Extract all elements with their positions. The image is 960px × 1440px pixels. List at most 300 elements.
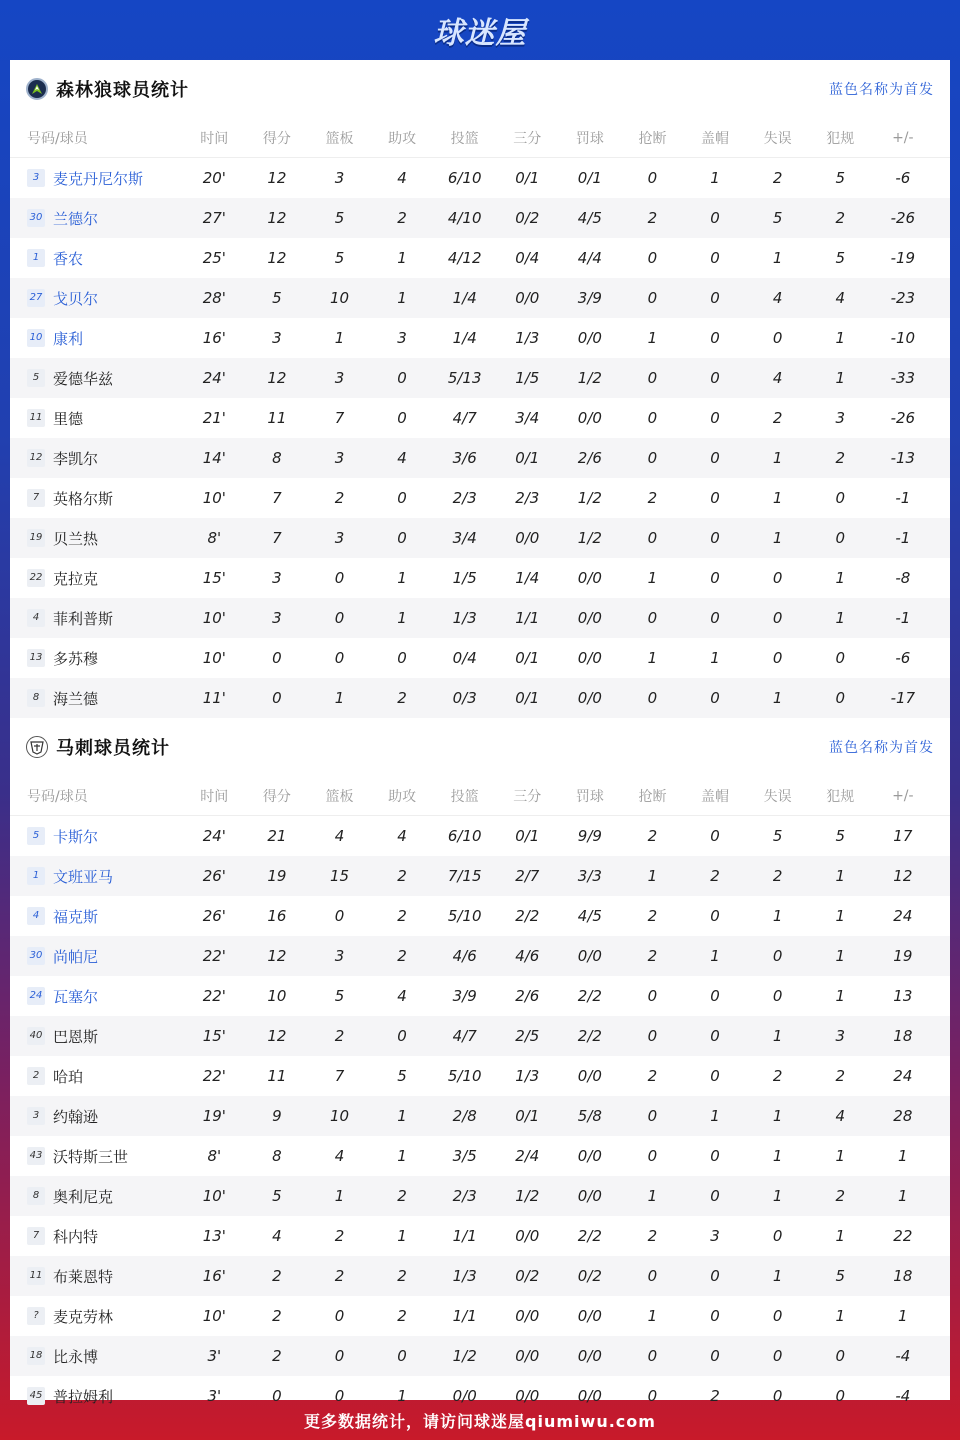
stat-cell: 7 [334,409,345,427]
stat-cell: 2/8 [452,1107,477,1125]
player-cell[interactable] [10,688,180,709]
stat-cell: 0 [710,449,720,467]
stat-cell: 0/2 [515,1267,540,1285]
stat-cell: 0 [647,169,658,187]
stat-cell: 1 [334,1187,345,1205]
player-row[interactable] [10,478,950,518]
stat-cell: 24' [202,827,226,845]
stat-cell: 1/3 [515,1067,540,1085]
player-row[interactable] [10,358,950,398]
stat-cell: 2 [397,689,407,707]
player-cell[interactable] [10,368,180,389]
stat-cell: -23 [890,289,916,307]
stat-cell: 0 [272,649,282,667]
stat-cell: 0 [710,1187,720,1205]
stat-cell: 2/6 [515,987,540,1005]
player-row[interactable] [10,816,950,856]
stat-cell: 1/3 [515,329,540,347]
jersey-number-badge: 18 [27,1347,45,1365]
player-cell[interactable] [10,528,180,549]
player-cell[interactable] [10,248,180,269]
stat-cell: 6/10 [447,169,482,187]
player-name-link[interactable]: 尚帕尼 [53,947,99,966]
stat-cell: 1 [772,907,783,925]
stat-cell: 1/2 [515,1187,540,1205]
column-header: +/- [892,787,914,804]
player-row[interactable] [10,1096,950,1136]
stat-cell: 13 [893,987,913,1005]
column-header: 篮板 [325,130,354,147]
stat-cell: 12 [267,947,287,965]
player-cell[interactable] [10,448,180,469]
stat-cell: 0/4 [515,249,540,267]
column-header-group [183,786,934,806]
player-cell[interactable] [10,1146,180,1167]
player-row[interactable] [10,1296,950,1336]
player-name-link[interactable]: 哈珀 [53,1067,84,1086]
player-name-link[interactable]: 麦克丹尼尔斯 [53,169,144,188]
player-cell[interactable] [10,866,180,887]
player-cell[interactable] [10,568,180,589]
footer-banner[interactable]: 更多数据统计，请访问球迷屋qiumiwu.com [304,1411,656,1431]
stat-cell: 0 [710,609,720,627]
stat-cell: -33 [890,369,916,387]
player-name-link[interactable]: 文班亚马 [53,867,114,886]
player-name-link[interactable]: 普拉姆利 [53,1387,114,1406]
stat-cell: 1/1 [452,1307,477,1325]
player-name-link[interactable]: 瓦塞尔 [53,987,99,1006]
jersey-number-badge: ? [27,1307,45,1325]
stat-cell: 3 [334,449,345,467]
stat-cell: 11 [267,409,287,427]
player-name-link[interactable]: 克拉克 [53,569,99,588]
stat-cell: 0/0 [515,529,540,547]
column-header-group [183,128,934,148]
player-cell[interactable] [10,208,180,229]
player-cell[interactable] [10,1186,180,1207]
stat-cell: 10' [202,489,226,507]
stat-cell: 4/6 [452,947,477,965]
stat-cell: 0 [710,1267,720,1285]
stat-cells [183,1027,934,1045]
player-row[interactable] [10,438,950,478]
stat-cell: 1 [772,529,783,547]
jersey-number-badge: 40 [27,1027,45,1045]
player-name-link[interactable]: 卡斯尔 [53,827,99,846]
stat-cell: 13' [202,1227,226,1245]
stat-cell: 4 [397,449,407,467]
player-cell[interactable] [10,1226,180,1247]
jersey-number-badge: 45 [27,1387,45,1405]
team-section-header [10,60,950,118]
stat-cell: 0 [835,689,845,707]
stat-cell: 4 [397,169,407,187]
player-name-link[interactable]: 里德 [53,409,84,428]
stat-cell: 0 [647,409,658,427]
stat-cell: 3 [710,1227,720,1245]
stat-cell: 4/6 [515,947,540,965]
column-header: 篮板 [325,788,354,805]
stat-cell: 1/5 [515,369,540,387]
stat-cell: 19 [267,867,287,885]
stat-cell: 0/3 [452,689,477,707]
stat-cell: 0 [710,209,720,227]
player-row[interactable] [10,318,950,358]
stat-cell: 0/0 [577,1307,602,1325]
stat-cell: 0 [710,1307,720,1325]
stat-cell: 1/1 [452,1227,477,1245]
stat-cell: 12 [893,867,913,885]
player-cell[interactable] [10,1106,180,1127]
player-row[interactable] [10,1056,950,1096]
player-cell[interactable] [10,328,180,349]
player-row[interactable] [10,1016,950,1056]
stat-cell: 3 [835,1027,845,1045]
stat-cell: 0 [397,1347,407,1365]
stat-cell: 1 [397,1107,407,1125]
player-cell[interactable] [10,906,180,927]
jersey-number-badge: 8 [27,689,45,707]
stat-cell: 5 [334,987,345,1005]
stat-cell: 0/2 [515,209,540,227]
jersey-number-badge: 5 [27,369,45,387]
player-name-link[interactable]: 比永博 [53,1347,99,1366]
stat-cells [183,1147,934,1165]
stat-cell: 10' [202,609,226,627]
player-row[interactable] [10,238,950,278]
column-header: 投篮 [450,788,479,805]
stat-cell: 0 [397,529,407,547]
player-cell[interactable] [10,408,180,429]
stat-cell: 2 [272,1307,282,1325]
stat-cell: 4 [272,1227,282,1245]
player-cell[interactable] [10,1306,180,1327]
player-cell[interactable] [10,168,180,189]
player-cell[interactable] [10,648,180,669]
stat-cell: 10 [329,289,350,307]
stat-cell: 0 [710,249,720,267]
stat-cell: 0 [397,409,407,427]
stat-cell: 0 [647,987,658,1005]
stat-cell: 16' [202,329,226,347]
stat-cell: 0 [334,609,345,627]
stat-cell: 3/5 [452,1147,477,1165]
stat-cell: 2 [647,827,658,845]
stat-cell: 24 [893,1067,913,1085]
stat-cell: 0 [710,289,720,307]
stat-cell: 0 [397,489,407,507]
stat-cell: 5 [835,249,845,267]
stat-cell: 0 [710,1147,720,1165]
player-row[interactable] [10,598,950,638]
stat-cell: 1 [835,609,845,627]
stat-cell: 0/1 [577,169,602,187]
stat-cell: 16' [202,1267,226,1285]
stat-cell: 1 [710,169,720,187]
player-name-link[interactable]: 福克斯 [53,907,99,926]
stat-cell: 1 [397,289,407,307]
stat-cell: 0 [710,529,720,547]
stat-cell: 15' [202,569,226,587]
stat-cell: 0/0 [577,1187,602,1205]
stat-cell: 2/6 [577,449,602,467]
player-name-link[interactable]: 康利 [53,329,84,348]
player-row[interactable] [10,558,950,598]
stat-cell: 2/3 [452,489,477,507]
player-cell[interactable] [10,946,180,967]
stat-cells [183,1107,934,1125]
stat-cell: 1 [835,369,845,387]
stat-cell: 0 [647,289,658,307]
column-header: 失误 [763,788,792,805]
player-row[interactable] [10,1176,950,1216]
stat-cell: 2 [397,867,407,885]
player-row[interactable] [10,1216,950,1256]
stat-cell: 0 [334,649,345,667]
player-name-link[interactable]: 李凯尔 [53,449,99,468]
stat-cell: 0/0 [515,1227,540,1245]
stat-cell: 0/4 [452,649,477,667]
player-cell[interactable] [10,488,180,509]
jersey-number-badge: 7 [27,1227,45,1245]
stat-cell: 0 [647,609,658,627]
column-header: 三分 [513,788,542,805]
stat-cell: 12 [267,209,287,227]
player-row[interactable] [10,518,950,558]
stat-cell: 0/0 [577,1347,602,1365]
stat-cell: 1 [647,1187,658,1205]
stat-cells [183,369,934,387]
player-row[interactable] [10,278,950,318]
player-row[interactable] [10,678,950,718]
column-header: 时间 [200,788,229,805]
stat-cell: -17 [890,689,916,707]
stat-cell: 1 [397,1227,407,1245]
player-row[interactable] [10,976,950,1016]
stat-cell: 0 [647,1347,658,1365]
stat-cell: 1 [772,689,783,707]
player-name-link[interactable]: 爱德华兹 [53,369,114,388]
column-header: 犯规 [826,130,855,147]
player-row[interactable] [10,856,950,896]
stat-cell: 0 [647,1387,658,1405]
stat-cell: 3' [207,1387,222,1405]
stat-cells [183,169,934,187]
column-header: 得分 [262,788,291,805]
jersey-number-badge: 4 [27,907,45,925]
stat-cell: -10 [890,329,916,347]
stat-cell: 0/1 [515,1107,540,1125]
stat-cell: 3 [334,947,345,965]
stat-cell: 2 [397,1267,407,1285]
stat-cells [183,329,934,347]
stat-cell: 2/3 [515,489,540,507]
stat-cell: 3' [207,1347,222,1365]
stat-cell: 1 [397,249,407,267]
stat-cell: 0 [835,489,845,507]
stat-cells [183,1347,934,1365]
stat-cell: 4/4 [577,249,602,267]
stat-cell: 1/3 [452,609,477,627]
stat-cell: 1 [772,249,783,267]
stat-cell: 24 [893,907,913,925]
jersey-number-badge: 3 [27,1107,45,1125]
jersey-number-badge: 7 [27,489,45,507]
stat-cell: 1 [835,1147,845,1165]
stat-cell: 4/5 [577,209,602,227]
player-name-link[interactable]: 布莱恩特 [53,1267,114,1286]
column-header: 盖帽 [701,788,730,805]
player-cell[interactable] [10,1026,180,1047]
player-row[interactable] [10,1336,950,1376]
stat-cell: 1/4 [452,329,477,347]
stat-cell: 3/9 [577,289,602,307]
stat-cells [183,947,934,965]
stat-cells [183,907,934,925]
stat-cell: 12 [267,249,287,267]
player-row[interactable] [10,896,950,936]
stat-cell: 8' [207,1147,222,1165]
stat-cell: 9 [272,1107,282,1125]
stat-cell: 26' [202,867,226,885]
stat-cell: 1 [772,1187,783,1205]
player-row[interactable] [10,1136,950,1176]
stat-cell: 0/0 [577,947,602,965]
player-cell[interactable] [10,986,180,1007]
player-name-link[interactable]: 奥利尼克 [53,1187,114,1206]
stat-cell: 8 [272,449,282,467]
player-name-link[interactable]: 多苏穆 [53,649,99,668]
team-stats-title: 森林狼球员统计 [56,80,189,101]
jersey-number-badge: 8 [27,1187,45,1205]
jersey-number-badge: 13 [27,649,45,667]
stat-cell: 1 [647,649,658,667]
stat-cell: 12 [267,369,287,387]
stat-cell: 15 [329,867,350,885]
player-row[interactable] [10,198,950,238]
stat-cell: 0 [397,1027,407,1045]
stat-cell: -4 [895,1347,911,1365]
player-cell[interactable] [10,608,180,629]
player-name-link[interactable]: 海兰德 [53,689,99,708]
stat-cell: 1/1 [515,609,540,627]
stat-cell: 0 [772,947,783,965]
stat-cells [183,1307,934,1325]
player-name-link[interactable]: 英格尔斯 [53,489,114,508]
jersey-number-badge: 11 [27,1267,45,1285]
player-cell[interactable] [10,1266,180,1287]
player-cell[interactable] [10,288,180,309]
stat-cell: 0 [647,369,658,387]
stat-cell: 1 [397,569,407,587]
player-name-link[interactable]: 戈贝尔 [53,289,99,308]
stat-cell: 3/9 [452,987,477,1005]
player-row[interactable] [10,936,950,976]
stat-cell: 4/12 [447,249,482,267]
stat-cell: 5/10 [447,907,482,925]
stat-cell: 2 [710,867,720,885]
column-header: 抢断 [638,130,667,147]
stat-cell: 12 [267,169,287,187]
player-name-link[interactable]: 兰德尔 [53,209,99,228]
player-cell[interactable] [10,1066,180,1087]
stat-cell: 1 [647,1307,658,1325]
team-stats-title: 马刺球员统计 [56,738,170,759]
stat-cell: -6 [895,649,911,667]
jersey-number-badge: 1 [27,249,45,267]
stat-cell: 3 [272,329,282,347]
stat-cell: 21 [267,827,287,845]
player-row[interactable] [10,398,950,438]
stat-cell: 0/1 [515,689,540,707]
stat-cell: 10 [267,987,287,1005]
stat-cell: 3 [272,609,282,627]
stat-cell: 1 [647,867,658,885]
stat-cell: 0 [835,1387,845,1405]
stat-cell: 2 [772,1067,783,1085]
column-header: 犯规 [826,788,855,805]
player-name-link[interactable]: 香农 [53,249,84,268]
player-cell[interactable] [10,1346,180,1367]
stat-cell: 1 [898,1187,908,1205]
stat-cell: 0 [772,1347,783,1365]
stat-cell: -19 [890,249,916,267]
stat-cell: 0/0 [577,609,602,627]
player-row[interactable] [10,638,950,678]
stat-cells [183,409,934,427]
stat-cell: 1 [772,1267,783,1285]
player-name-link[interactable]: 巴恩斯 [53,1027,99,1046]
stat-cell: 0 [647,1147,658,1165]
stat-cell: 1 [334,689,345,707]
stat-cell: 1/2 [577,489,602,507]
stat-cells [183,449,934,467]
player-row[interactable] [10,158,950,198]
stat-cell: 5 [835,1267,845,1285]
player-row[interactable] [10,1256,950,1296]
team-section-header [10,718,950,776]
stat-cell: 3 [272,569,282,587]
stat-cell: 2 [272,1267,282,1285]
jersey-number-badge: 30 [27,947,45,965]
stat-cell: 2 [835,449,845,467]
stat-cell: 18 [893,1267,913,1285]
stat-cell: 0 [772,329,783,347]
player-name-link[interactable]: 沃特斯三世 [53,1147,129,1166]
stat-cell: -4 [895,1387,911,1405]
player-cell[interactable] [10,826,180,847]
player-name-link[interactable]: 约翰逊 [53,1107,99,1126]
stat-cell: 2 [397,1307,407,1325]
stat-cell: 1 [710,947,720,965]
stat-cell: 5/13 [447,369,482,387]
player-name-link[interactable]: 贝兰热 [53,529,99,548]
stat-cell: 1/2 [577,529,602,547]
stat-cell: 1 [772,449,783,467]
column-header: 助攻 [388,130,417,147]
player-name-link[interactable]: 菲利普斯 [53,609,114,628]
stat-cell: 2 [272,1347,282,1365]
stat-cell: 2 [835,1187,845,1205]
stat-cell: 1 [397,1147,407,1165]
team-title-group [26,734,170,760]
stat-cell: 11' [202,689,226,707]
player-name-link[interactable]: 科内特 [53,1227,99,1246]
stats-table-header [10,776,950,816]
stat-cell: 0 [772,609,783,627]
player-name-link[interactable]: 麦克劳林 [53,1307,114,1326]
stat-cell: 1 [772,489,783,507]
